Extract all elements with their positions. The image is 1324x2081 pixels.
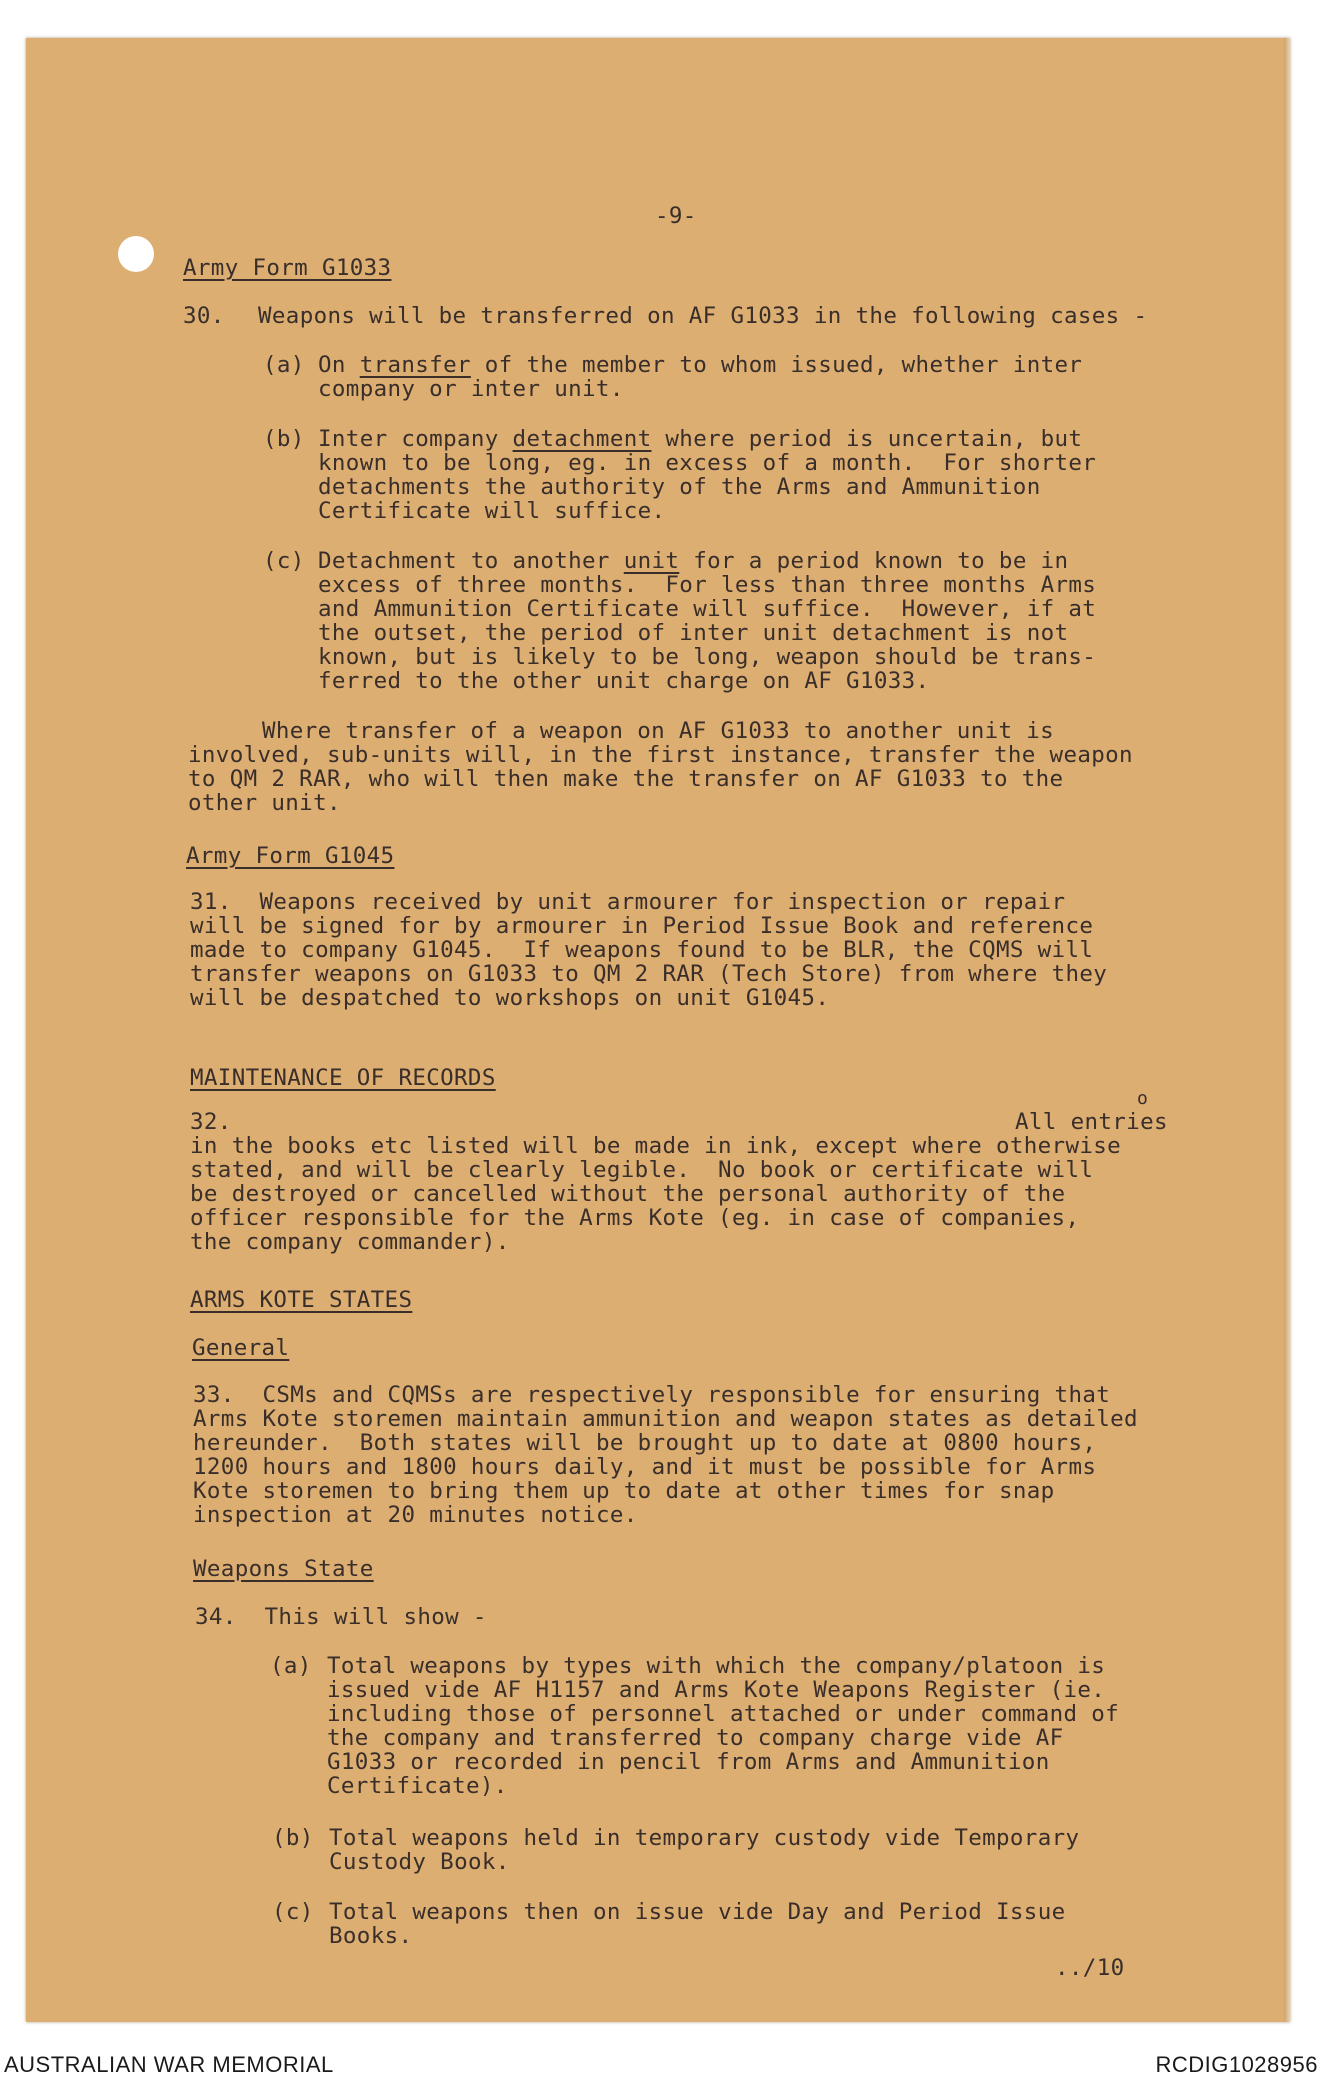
para-34-b-line-1: Total weapons held in temporary custody vide Temporary [329, 1825, 1080, 1851]
heading-army-form-g1045: Army Form G1045 [186, 843, 395, 869]
para-30-c-label: (c) [263, 548, 305, 574]
para-32-line-5: the company commander). [190, 1229, 510, 1255]
para-30-a-line-1: On transfer of the member to whom issued, whether inter [318, 352, 1083, 378]
para-34-a-line-3: including those of personnel attached or under command of [327, 1701, 1120, 1727]
para-34-a-line-5: G1033 or recorded in pencil from Arms and Ammunition [327, 1749, 1050, 1775]
para-33-line-2: Arms Kote storemen maintain ammunition and weapon states as detailed [193, 1406, 1138, 1432]
para-31-line-5: will be despatched to workshops on unit G1045. [190, 985, 830, 1011]
para-30-a-line-2: company or inter unit. [318, 376, 624, 402]
para-32-line-1: in the books etc listed will be made in ink, except where otherwise [190, 1133, 1122, 1159]
heading-army-form-g1033: Army Form G1033 [183, 255, 392, 281]
para-34-a-line-6: Certificate). [327, 1773, 508, 1799]
para-30-c-line-4: the outset, the period of inter unit detachment is not [318, 620, 1069, 646]
heading-weapons-state: Weapons State [193, 1556, 374, 1582]
para-33-line-4: 1200 hours and 1800 hours daily, and it must be possible for Arms [193, 1454, 1097, 1480]
heading-arms-kote-states: ARMS KOTE STATES [190, 1287, 413, 1313]
para-30-c-line-6: ferred to the other unit charge on AF G1033. [318, 668, 930, 694]
para-33-line-3: hereunder. Both states will be brought up to date at 0800 hours, [193, 1430, 1097, 1456]
para-31-line-1: 31. Weapons received by unit armourer for inspection or repair [190, 889, 1066, 915]
para-32-number: 32. [190, 1109, 232, 1135]
heading-general: General [192, 1335, 290, 1361]
para-34-c-line-1: Total weapons then on issue vide Day and Period Issue [329, 1899, 1066, 1925]
para-34-c-label: (c) [272, 1899, 314, 1925]
para-31-line-4: transfer weapons on G1033 to QM 2 RAR (Tech Store) from where they [190, 961, 1108, 987]
continuation-marker: ../10 [1055, 1955, 1125, 1981]
para-33-line-1: 33. CSMs and CQMSs are respectively responsible for ensuring that [193, 1382, 1111, 1408]
para-32-mark: o [1137, 1088, 1149, 1109]
para-30-b-label: (b) [263, 426, 305, 452]
para-33-line-6: inspection at 20 minutes notice. [193, 1502, 638, 1528]
page-number: -9- [655, 203, 697, 229]
para-34-a-line-4: the company and transferred to company charge vide AF [327, 1725, 1064, 1751]
para-33-line-5: Kote storemen to bring them up to date at other times for snap [193, 1478, 1055, 1504]
para-34-b-label: (b) [272, 1825, 314, 1851]
para-30-closing-line-1: Where transfer of a weapon on AF G1033 to another unit is [262, 718, 1055, 744]
para-34-a-label: (a) [270, 1653, 312, 1679]
para-30-b-line-2: known to be long, eg. in excess of a month. For shorter [318, 450, 1097, 476]
para-34-a-line-2: issued vide AF H1157 and Arms Kote Weapons Register (ie. [327, 1677, 1106, 1703]
para-34-a-line-1: Total weapons by types with which the company/platoon is [327, 1653, 1106, 1679]
para-32-start: All entries [1015, 1109, 1168, 1135]
para-30-b-line-3: detachments the authority of the Arms and Ammunition [318, 474, 1041, 500]
para-30-c-line-3: and Ammunition Certificate will suffice. However, if at [318, 596, 1097, 622]
footer-archive-name: AUSTRALIAN WAR MEMORIAL [4, 2052, 334, 2077]
para-34-b-line-2: Custody Book. [329, 1849, 510, 1875]
para-31-line-2: will be signed for by armourer in Period Issue Book and reference [190, 913, 1094, 939]
para-32-line-3: be destroyed or cancelled without the personal authority of the [190, 1181, 1066, 1207]
para-30-b-line-1: Inter company detachment where period is uncertain, but [318, 426, 1083, 452]
para-31-line-3: made to company G1045. If weapons found to be BLR, the CQMS will [190, 937, 1094, 963]
para-30-closing-line-2: involved, sub-units will, in the first instance, transfer the weapon [188, 742, 1133, 768]
para-34-intro: 34. This will show - [195, 1604, 487, 1630]
para-30-intro: Weapons will be transferred on AF G1033 in the following cases - [258, 303, 1148, 329]
punch-hole [118, 236, 154, 272]
para-30-c-line-5: known, but is likely to be long, weapon should be trans- [318, 644, 1097, 670]
para-30-a-label: (a) [263, 352, 305, 378]
para-32-line-4: officer responsible for the Arms Kote (eg. in case of companies, [190, 1205, 1080, 1231]
para-30-closing-line-3: to QM 2 RAR, who will then make the transfer on AF G1033 to the [188, 766, 1064, 792]
para-30-c-line-2: excess of three months. For less than three months Arms [318, 572, 1097, 598]
para-34-c-line-2: Books. [329, 1923, 413, 1949]
para-30-closing-line-4: other unit. [188, 790, 341, 816]
footer-record-id: RCDIG1028956 [1155, 2052, 1318, 2077]
para-32-line-2: stated, and will be clearly legible. No book or certificate will [190, 1157, 1094, 1183]
para-30-c-line-1: Detachment to another unit for a period known to be in [318, 548, 1069, 574]
para-30-b-line-4: Certificate will suffice. [318, 498, 666, 524]
para-30-number: 30. [183, 303, 225, 329]
heading-maintenance-of-records: MAINTENANCE OF RECORDS [190, 1065, 496, 1091]
